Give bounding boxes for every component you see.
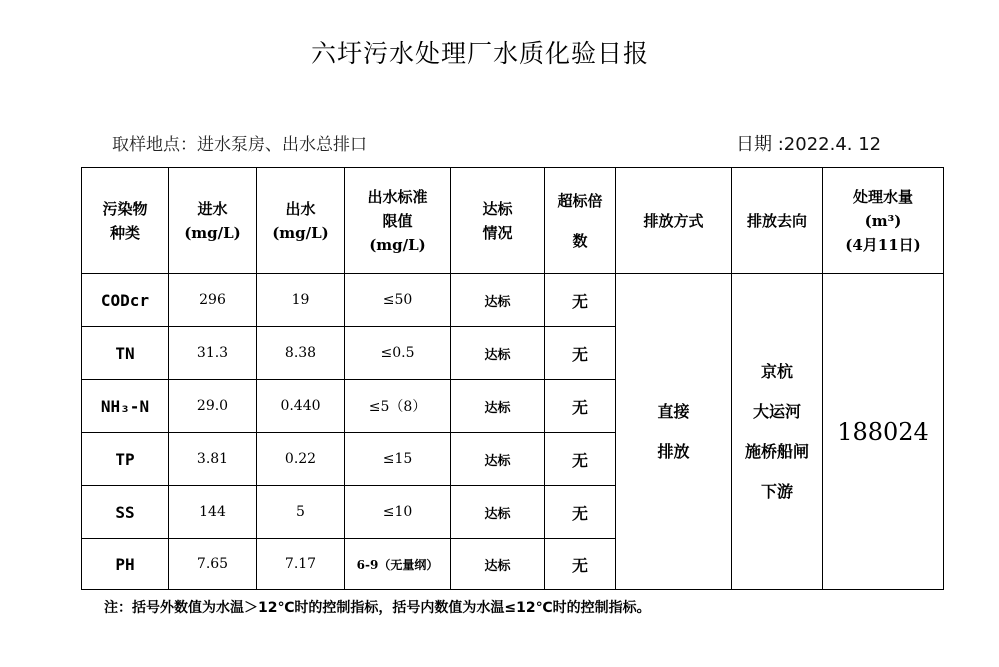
cell-inflow: 296 — [169, 274, 257, 327]
water-quality-table — [81, 167, 944, 590]
cell-outflow: 19 — [257, 274, 345, 327]
header-treated-volume: 处理水量 (m³) (4月11日) — [823, 168, 944, 274]
cell-species: SS — [82, 486, 169, 539]
cell-exceed: 无 — [545, 486, 616, 539]
cell-status: 达标 — [451, 433, 545, 486]
sampling-location: 取样地点：进水泵房、出水总排口 — [112, 135, 367, 155]
cell-inflow: 3.81 — [169, 433, 257, 486]
cell-inflow: 7.65 — [169, 539, 257, 590]
cell-limit: ≤0.5 — [345, 327, 451, 380]
cell-outflow: 8.38 — [257, 327, 345, 380]
header-exceed: 超标倍 数 — [545, 168, 616, 274]
cell-inflow: 29.0 — [169, 380, 257, 433]
cell-discharge-destination: 京杭 大运河 施桥船闸 下游 — [732, 274, 823, 590]
report-date: 日期 :2022.4. 12 — [736, 134, 882, 155]
cell-outflow: 5 — [257, 486, 345, 539]
header-species: 污染物 种类 — [82, 168, 169, 274]
cell-status: 达标 — [451, 274, 545, 327]
header-outflow: 出水 (mg/L) — [257, 168, 345, 274]
cell-status: 达标 — [451, 486, 545, 539]
cell-limit: ≤5（8） — [345, 380, 451, 433]
footnote: 注：括号外数值为水温＞12℃时的控制指标，括号内数值为水温≤12℃时的控制指标。 — [104, 600, 651, 616]
cell-limit: 6-9（无量纲） — [345, 539, 451, 590]
cell-discharge-method: 直接 排放 — [616, 274, 732, 590]
cell-status: 达标 — [451, 380, 545, 433]
cell-exceed: 无 — [545, 327, 616, 380]
cell-status: 达标 — [451, 539, 545, 590]
cell-species: CODcr — [82, 274, 169, 327]
cell-species: TN — [82, 327, 169, 380]
header-status: 达标 情况 — [451, 168, 545, 274]
cell-treated-volume: 188024 — [823, 274, 944, 590]
header-limit: 出水标准 限值 (mg/L) — [345, 168, 451, 274]
header-inflow: 进水 (mg/L) — [169, 168, 257, 274]
cell-limit: ≤15 — [345, 433, 451, 486]
cell-inflow: 31.3 — [169, 327, 257, 380]
header-discharge-method: 排放方式 — [616, 168, 732, 274]
cell-exceed: 无 — [545, 433, 616, 486]
cell-limit: ≤10 — [345, 486, 451, 539]
cell-inflow: 144 — [169, 486, 257, 539]
cell-exceed: 无 — [545, 274, 616, 327]
table-header-row — [82, 168, 944, 274]
cell-species: NH₃-N — [82, 380, 169, 433]
cell-limit: ≤50 — [345, 274, 451, 327]
cell-status: 达标 — [451, 327, 545, 380]
report-title: 六圩污水处理厂水质化验日报 — [310, 39, 649, 68]
cell-outflow: 0.440 — [257, 380, 345, 433]
cell-exceed: 无 — [545, 539, 616, 590]
cell-outflow: 7.17 — [257, 539, 345, 590]
cell-species: PH — [82, 539, 169, 590]
header-discharge-destination: 排放去向 — [732, 168, 823, 274]
table-row — [82, 274, 944, 327]
cell-outflow: 0.22 — [257, 433, 345, 486]
cell-species: TP — [82, 433, 169, 486]
cell-exceed: 无 — [545, 380, 616, 433]
